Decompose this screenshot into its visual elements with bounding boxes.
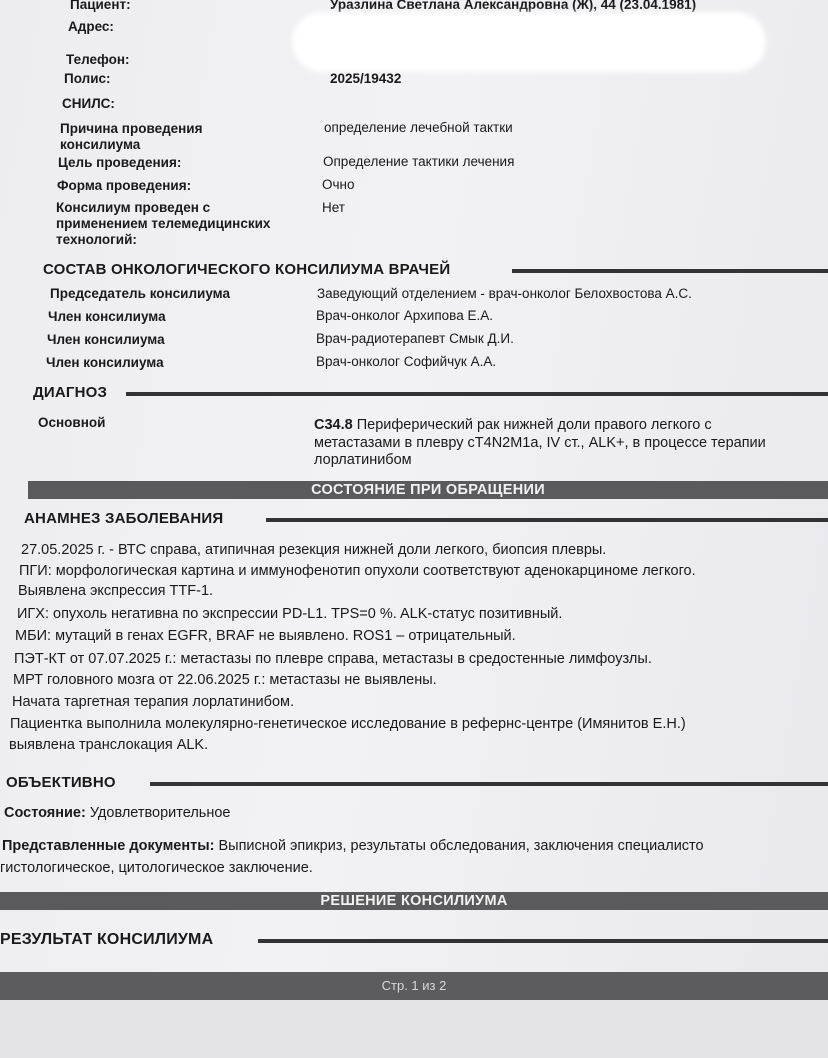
composition-rule	[512, 269, 828, 273]
anamnesis-line-5: ПЭТ-КТ от 07.07.2025 г.: метастазы по плевре справа, метастазы в средостенные лимфоузлы.	[14, 651, 652, 667]
policy-label: Полис:	[64, 71, 111, 86]
reason-value: определение лечебной тактки	[324, 120, 513, 135]
composition-role-0: Председатель консилиума	[50, 286, 230, 301]
tele-label-3: технологий:	[56, 232, 137, 247]
anamnesis-title: АНАМНЕЗ ЗАБОЛЕВАНИЯ	[24, 510, 224, 527]
phone-label: Телефон:	[66, 52, 130, 67]
page-number: Стр. 1 из 2	[381, 978, 447, 993]
goal-label: Цель проведения:	[58, 155, 182, 170]
reason-label-1: Причина проведения	[60, 121, 203, 136]
objective-docs-line-2: гистологическое, цитологическое заключение.	[0, 860, 313, 876]
objective-state-value: Удовлетворительное	[85, 805, 231, 821]
objective-docs-value: Выписной эпикриз, результаты обследования, заключения специалисто	[214, 838, 704, 854]
diagnosis-code: C34.8	[314, 417, 353, 433]
snils-label: СНИЛС:	[62, 96, 115, 111]
anamnesis-rule	[266, 518, 828, 522]
anamnesis-line-8: Пациентка выполнила молекулярно-генетическое исследование в рефернс-центре (Имянитов Е.Н.)	[10, 716, 686, 732]
composition-role-1: Член консилиума	[48, 309, 166, 324]
composition-person-2: Врач-радиотерапевт Смык Д.И.	[316, 331, 514, 346]
anamnesis-line-4: МБИ: мутаций в генах EGFR, BRAF не выявлено. ROS1 – отрицательный.	[15, 628, 516, 644]
page-bottom-edge	[0, 1000, 828, 1058]
objective-docs-label: Представленные документы:	[2, 838, 215, 854]
policy-value: 2025/19432	[330, 71, 402, 86]
patient-value: Уразлина Светлана Александровна (Ж), 44 (23.04.1981)	[330, 0, 697, 12]
address-label: Адрес:	[68, 19, 114, 34]
state-bar: СОСТОЯНИЕ ПРИ ОБРАЩЕНИИ	[28, 481, 828, 499]
goal-value: Определение тактики лечения	[323, 154, 515, 169]
anamnesis-line-1: ПГИ: морфологическая картина и иммунофенотип опухоли соответствуют аденокарциноме легкого.	[19, 563, 696, 579]
composition-role-2: Член консилиума	[47, 332, 165, 347]
decision-bar: РЕШЕНИЕ КОНСИЛИУМА	[0, 892, 828, 910]
anamnesis-line-0: 27.05.2025 г. - ВТС справа, атипичная резекция нижней доли легкого, биопсия плевры.	[21, 542, 607, 558]
result-title: РЕЗУЛЬТАТ КОНСИЛИУМА	[0, 931, 214, 948]
redaction-blur	[292, 12, 766, 72]
objective-docs	[2, 838, 704, 854]
anamnesis-line-7: Начата таргетная терапия лорлатинибом.	[12, 694, 295, 710]
page-footer	[0, 972, 828, 1000]
diagnosis-text-1: Периферический рак нижней доли правого легкого с	[352, 417, 712, 433]
diagnosis-line-2: метастазами в плевру cT4N2M1a, IV ст., ALK+, в процессе терапии	[314, 435, 766, 451]
composition-role-3: Член консилиума	[46, 355, 164, 370]
composition-title: СОСТАВ ОНКОЛОГИЧЕСКОГО КОНСИЛИУМА ВРАЧЕЙ	[43, 261, 451, 278]
composition-person-3: Врач-онколог Софийчук А.А.	[316, 354, 497, 369]
objective-state-label: Состояние:	[4, 805, 86, 821]
tele-value: Нет	[322, 200, 345, 215]
anamnesis-line-6: МРТ головного мозга от 22.06.2025 г.: метастазы не выявлены.	[13, 672, 437, 688]
diagnosis-line-3: лорлатинибом	[314, 452, 412, 468]
diagnosis-label: Основной	[38, 415, 106, 430]
tele-label-1: Консилиум проведен с	[56, 200, 211, 215]
anamnesis-line-9: выявлена транслокация ALK.	[9, 737, 209, 753]
patient-label: Пациент:	[70, 0, 131, 12]
form-value: Очно	[322, 177, 355, 192]
form-label: Форма проведения:	[57, 178, 192, 193]
reason-label-2: консилиума	[60, 137, 141, 152]
anamnesis-line-2: Выявлена экспрессия TTF-1.	[18, 583, 214, 599]
objective-rule	[150, 782, 828, 786]
result-rule	[258, 939, 828, 943]
composition-person-0: Заведующий отделением - врач-онколог Белохвостова А.С.	[317, 286, 692, 301]
objective-title: ОБЪЕКТИВНО	[6, 774, 116, 791]
objective-state	[4, 805, 230, 821]
tele-label-2: применением телемедицинских	[56, 216, 271, 231]
diagnosis-line-1	[314, 417, 712, 433]
composition-person-1: Врач-онколог Архипова Е.А.	[316, 308, 493, 323]
diagnosis-rule	[126, 392, 828, 396]
diagnosis-title: ДИАГНОЗ	[33, 384, 108, 401]
anamnesis-line-3: ИГХ: опухоль негативна по экспрессии PD-L1. TPS=0 %. ALK-статус позитивный.	[17, 606, 563, 622]
